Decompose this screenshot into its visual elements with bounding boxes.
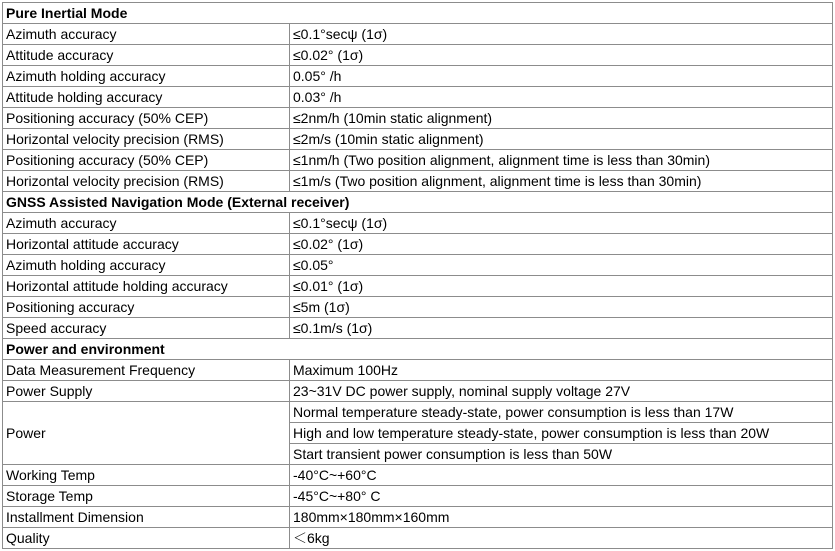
spec-value: 23~31V DC power supply, nominal supply voltage 27V (290, 381, 833, 402)
spec-value: ≤0.1°secψ (1σ) (290, 213, 833, 234)
spec-value: ≤0.1°secψ (1σ) (290, 24, 833, 45)
spec-label-storage-temp: Storage Temp (3, 486, 290, 507)
spec-row (3, 402, 833, 423)
spec-row (3, 87, 833, 108)
spec-label-speed-accuracy: Speed accuracy (3, 318, 290, 339)
spec-label-attitude-accuracy: Attitude accuracy (3, 45, 290, 66)
spec-label-positioning-accuracy-50-cep: Positioning accuracy (50% CEP) (3, 150, 290, 171)
spec-row (3, 465, 833, 486)
spec-row (3, 24, 833, 45)
spec-row (3, 108, 833, 129)
spec-row (3, 360, 833, 381)
spec-row (3, 297, 833, 318)
section-title: GNSS Assisted Navigation Mode (External receiver) (3, 192, 833, 213)
spec-value: 0.03° /h (290, 87, 833, 108)
spec-value: 0.05° /h (290, 66, 833, 87)
spec-value: ≤0.05° (290, 255, 833, 276)
spec-row (3, 486, 833, 507)
spec-label-azimuth-accuracy: Azimuth accuracy (3, 213, 290, 234)
spec-value: ≤2m/s (10min static alignment) (290, 129, 833, 150)
spec-value: 180mm×180mm×160mm (290, 507, 833, 528)
spec-row (3, 381, 833, 402)
spec-value: ≤1nm/h (Two position alignment, alignment time is less than 30min) (290, 150, 833, 171)
spec-value: High and low temperature steady-state, power consumption is less than 20W (290, 423, 833, 444)
spec-label-azimuth-accuracy: Azimuth accuracy (3, 24, 290, 45)
spec-value: Normal temperature steady-state, power consumption is less than 17W (290, 402, 833, 423)
spec-label-working-temp: Working Temp (3, 465, 290, 486)
spec-row (3, 234, 833, 255)
spec-label-positioning-accuracy: Positioning accuracy (3, 297, 290, 318)
spec-value: ≤5m (1σ) (290, 297, 833, 318)
spec-value: ≤2nm/h (10min static alignment) (290, 108, 833, 129)
spec-label-power-supply: Power Supply (3, 381, 290, 402)
spec-row (3, 66, 833, 87)
spec-row (3, 318, 833, 339)
spec-table-body (3, 3, 833, 549)
spec-row (3, 255, 833, 276)
spec-row (3, 276, 833, 297)
spec-row (3, 129, 833, 150)
spec-value: -40°C~+60°C (290, 465, 833, 486)
spec-row (3, 150, 833, 171)
section-header-row (3, 192, 833, 213)
spec-label-horizontal-attitude-holding-accuracy: Horizontal attitude holding accuracy (3, 276, 290, 297)
spec-label-data-measurement-frequency: Data Measurement Frequency (3, 360, 290, 381)
spec-value: ≤0.01° (1σ) (290, 276, 833, 297)
spec-table (2, 2, 833, 549)
spec-value: ≤1m/s (Two position alignment, alignment time is less than 30min) (290, 171, 833, 192)
section-header-row (3, 339, 833, 360)
section-title: Pure Inertial Mode (3, 3, 833, 24)
spec-row (3, 213, 833, 234)
spec-row (3, 171, 833, 192)
spec-row (3, 507, 833, 528)
spec-value: ≤0.02° (1σ) (290, 234, 833, 255)
spec-value: -45°C~+80° C (290, 486, 833, 507)
section-header-row (3, 3, 833, 24)
spec-value: ≤0.1m/s (1σ) (290, 318, 833, 339)
spec-label-installment-dimension: Installment Dimension (3, 507, 290, 528)
spec-label-azimuth-holding-accuracy: Azimuth holding accuracy (3, 66, 290, 87)
spec-value: Start transient power consumption is less than 50W (290, 444, 833, 465)
spec-label-attitude-holding-accuracy: Attitude holding accuracy (3, 87, 290, 108)
section-title: Power and environment (3, 339, 833, 360)
spec-value: ≤0.02° (1σ) (290, 45, 833, 66)
spec-label-horizontal-velocity-precision-rms: Horizontal velocity precision (RMS) (3, 129, 290, 150)
spec-value: ＜6kg (290, 528, 833, 549)
spec-label-power: Power (3, 402, 290, 465)
spec-label-horizontal-velocity-precision-rms: Horizontal velocity precision (RMS) (3, 171, 290, 192)
spec-value: Maximum 100Hz (290, 360, 833, 381)
spec-label-azimuth-holding-accuracy: Azimuth holding accuracy (3, 255, 290, 276)
spec-label-quality: Quality (3, 528, 290, 549)
spec-label-horizontal-attitude-accuracy: Horizontal attitude accuracy (3, 234, 290, 255)
spec-row (3, 45, 833, 66)
spec-row (3, 528, 833, 549)
spec-label-positioning-accuracy-50-cep: Positioning accuracy (50% CEP) (3, 108, 290, 129)
